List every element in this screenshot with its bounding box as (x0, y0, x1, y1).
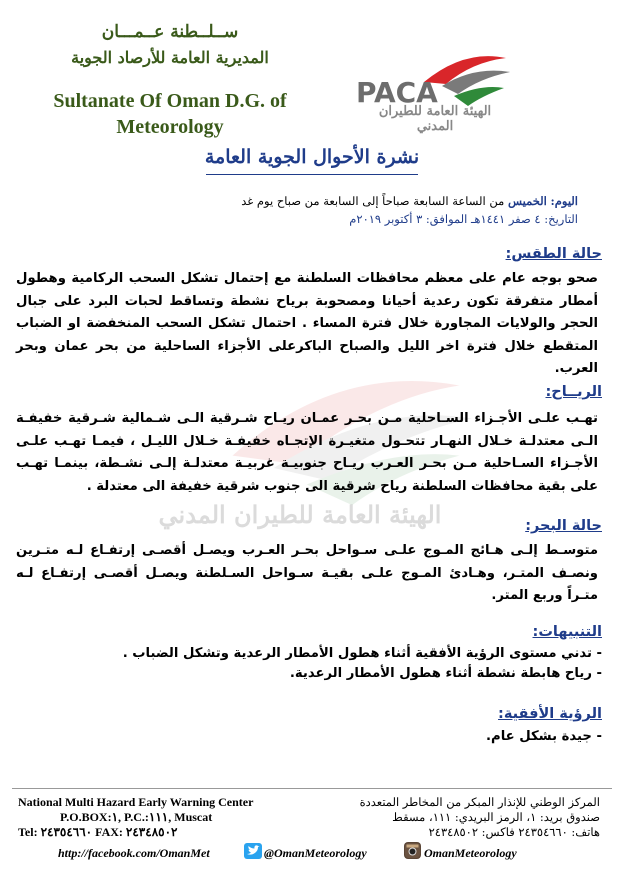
winds-section-body: تهـب علـى الأجـزاء السـاحلية مـن بحـر عمـان ريـاح شـرقية الـى شـمالية شـرقية خفيفـة الـى معتدلـة خـلال النهـار تتحـول متغيـرة الإتجـاه خفيفـة خـلال الليـل ، فيمـا تهـب علـى الأجـزاء السـاحلية مـن بحـر العـرب ريـاح جنوبيـة غربيـة معتدلـة إلـى نشـطة، بينمـا تهـب على بقية محافظات السلطنة رياح شرقية الى جنوب شرقية خفيفة الى معتدلة . (16, 411, 598, 494)
twitter-handle[interactable]: @OmanMeteorology (264, 846, 367, 860)
day-value: الخميس (507, 194, 547, 208)
day-text: من الساعة السابعة صباحاً إلى السابعة من صباح يوم غد (241, 194, 505, 208)
footer-address-ar: صندوق بريد: ١، الرمز البريدي: ١١١، مسقط (392, 810, 600, 824)
date-label-gregorian: الموافق: (425, 212, 468, 226)
twitter-icon (244, 843, 262, 859)
header-arabic-directorate: المديرية العامة للأرصاد الجوية (71, 48, 269, 67)
footer-address-en: P.O.BOX:١, P.C.:١١١, Muscat (60, 810, 213, 824)
winds-section-title: الريــاح: (545, 384, 602, 400)
warning-item: - تدني مستوى الرؤية الأفقية أثناء هطول الأمطار الرعدية وتشكل الضباب . (122, 646, 602, 661)
logo-tagline: الهيئة العامة للطيران المدني (378, 104, 492, 134)
weather-section-title: حالة الطقس: (505, 246, 602, 262)
instagram-handle[interactable]: OmanMeteorology (424, 846, 517, 860)
day-label: اليوم: (550, 194, 578, 208)
header-english-title (20, 88, 320, 140)
date-label: التاريخ: (544, 212, 578, 226)
sea-section-body: متوسـط إلـى هـائج المـوج علـى سـواحل بحـر العـرب ويصـل أقصـى إرتفـاع لـه متـرين ونصـف المتـر، وهـادئ المـوج علـى بقيـة سـواحل السـلطنة ويصـل أقصـى إرتفـاع لـه متـراً وربع المتر. (16, 543, 598, 603)
header-english-line1: Sultanate Of Oman D.G. of (53, 90, 287, 112)
facebook-link[interactable]: http://facebook.com/OmanMet (58, 846, 210, 860)
watermark-text: الهيئة العامة للطيران المدني (158, 500, 442, 529)
date-gregorian: ٣ أكتوبر ٢٠١٩م (349, 212, 423, 226)
visibility-item: - جيدة بشكل عام. (486, 729, 602, 744)
footer-phone-en: Tel: ٢٤٣٥٤٦٦٠ FAX: ٢٤٣٤٨٥٠٢ (18, 825, 178, 839)
footer-center-name-en: National Multi Hazard Early Warning Center (18, 795, 254, 809)
warning-item: - رياح هابطة نشطة أثناء هطول الأمطار الرعدية. (289, 666, 602, 681)
bulletin-title: نشرة الأحوال الجوية العامة (204, 146, 420, 168)
footer-center-name-ar: المركز الوطني للإنذار المبكر من المخاطر المتعددة (359, 795, 600, 809)
day-line (90, 194, 578, 208)
instagram-icon (404, 842, 421, 859)
logo-wordmark: PACA (356, 76, 438, 109)
warnings-section-title: التنبيهات: (532, 624, 602, 640)
date-line (90, 212, 578, 226)
date-hijri: ٤ صفر ١٤٤١هـ (471, 212, 541, 226)
visibility-section-title: الرؤية الأفقية: (498, 706, 602, 722)
footer-divider (12, 788, 612, 789)
header-arabic-sultanate: ســلــطنة عــمـــان (101, 22, 239, 42)
title-underline (206, 174, 418, 175)
header-english-line2: Meteorology (116, 116, 224, 138)
footer-phone-ar: هاتف: ٢٤٣٥٤٦٦٠ فاكس: ٢٤٣٤٨٥٠٢ (428, 825, 600, 839)
sea-section-title: حالة البحر: (525, 518, 602, 534)
weather-section-body: صحو بوجه عام على معظم محافظات السلطنة مع إحتمال تشكل السحب الركامية وهطول أمطار متفرقة تكون رعدية أحيانا ومصحوبة برياح نشطة وتساقط لحبات البرد على جبال الحجر والولايات المجاورة خلال فترة المساء . احتمال تشكل السحب المنخفضة او الضباب المتقطع خلال فترة اخر الليل والصباح الباكرعلى الأجزاء الساحلية من بحر عمان وبحر العرب. (16, 271, 598, 376)
